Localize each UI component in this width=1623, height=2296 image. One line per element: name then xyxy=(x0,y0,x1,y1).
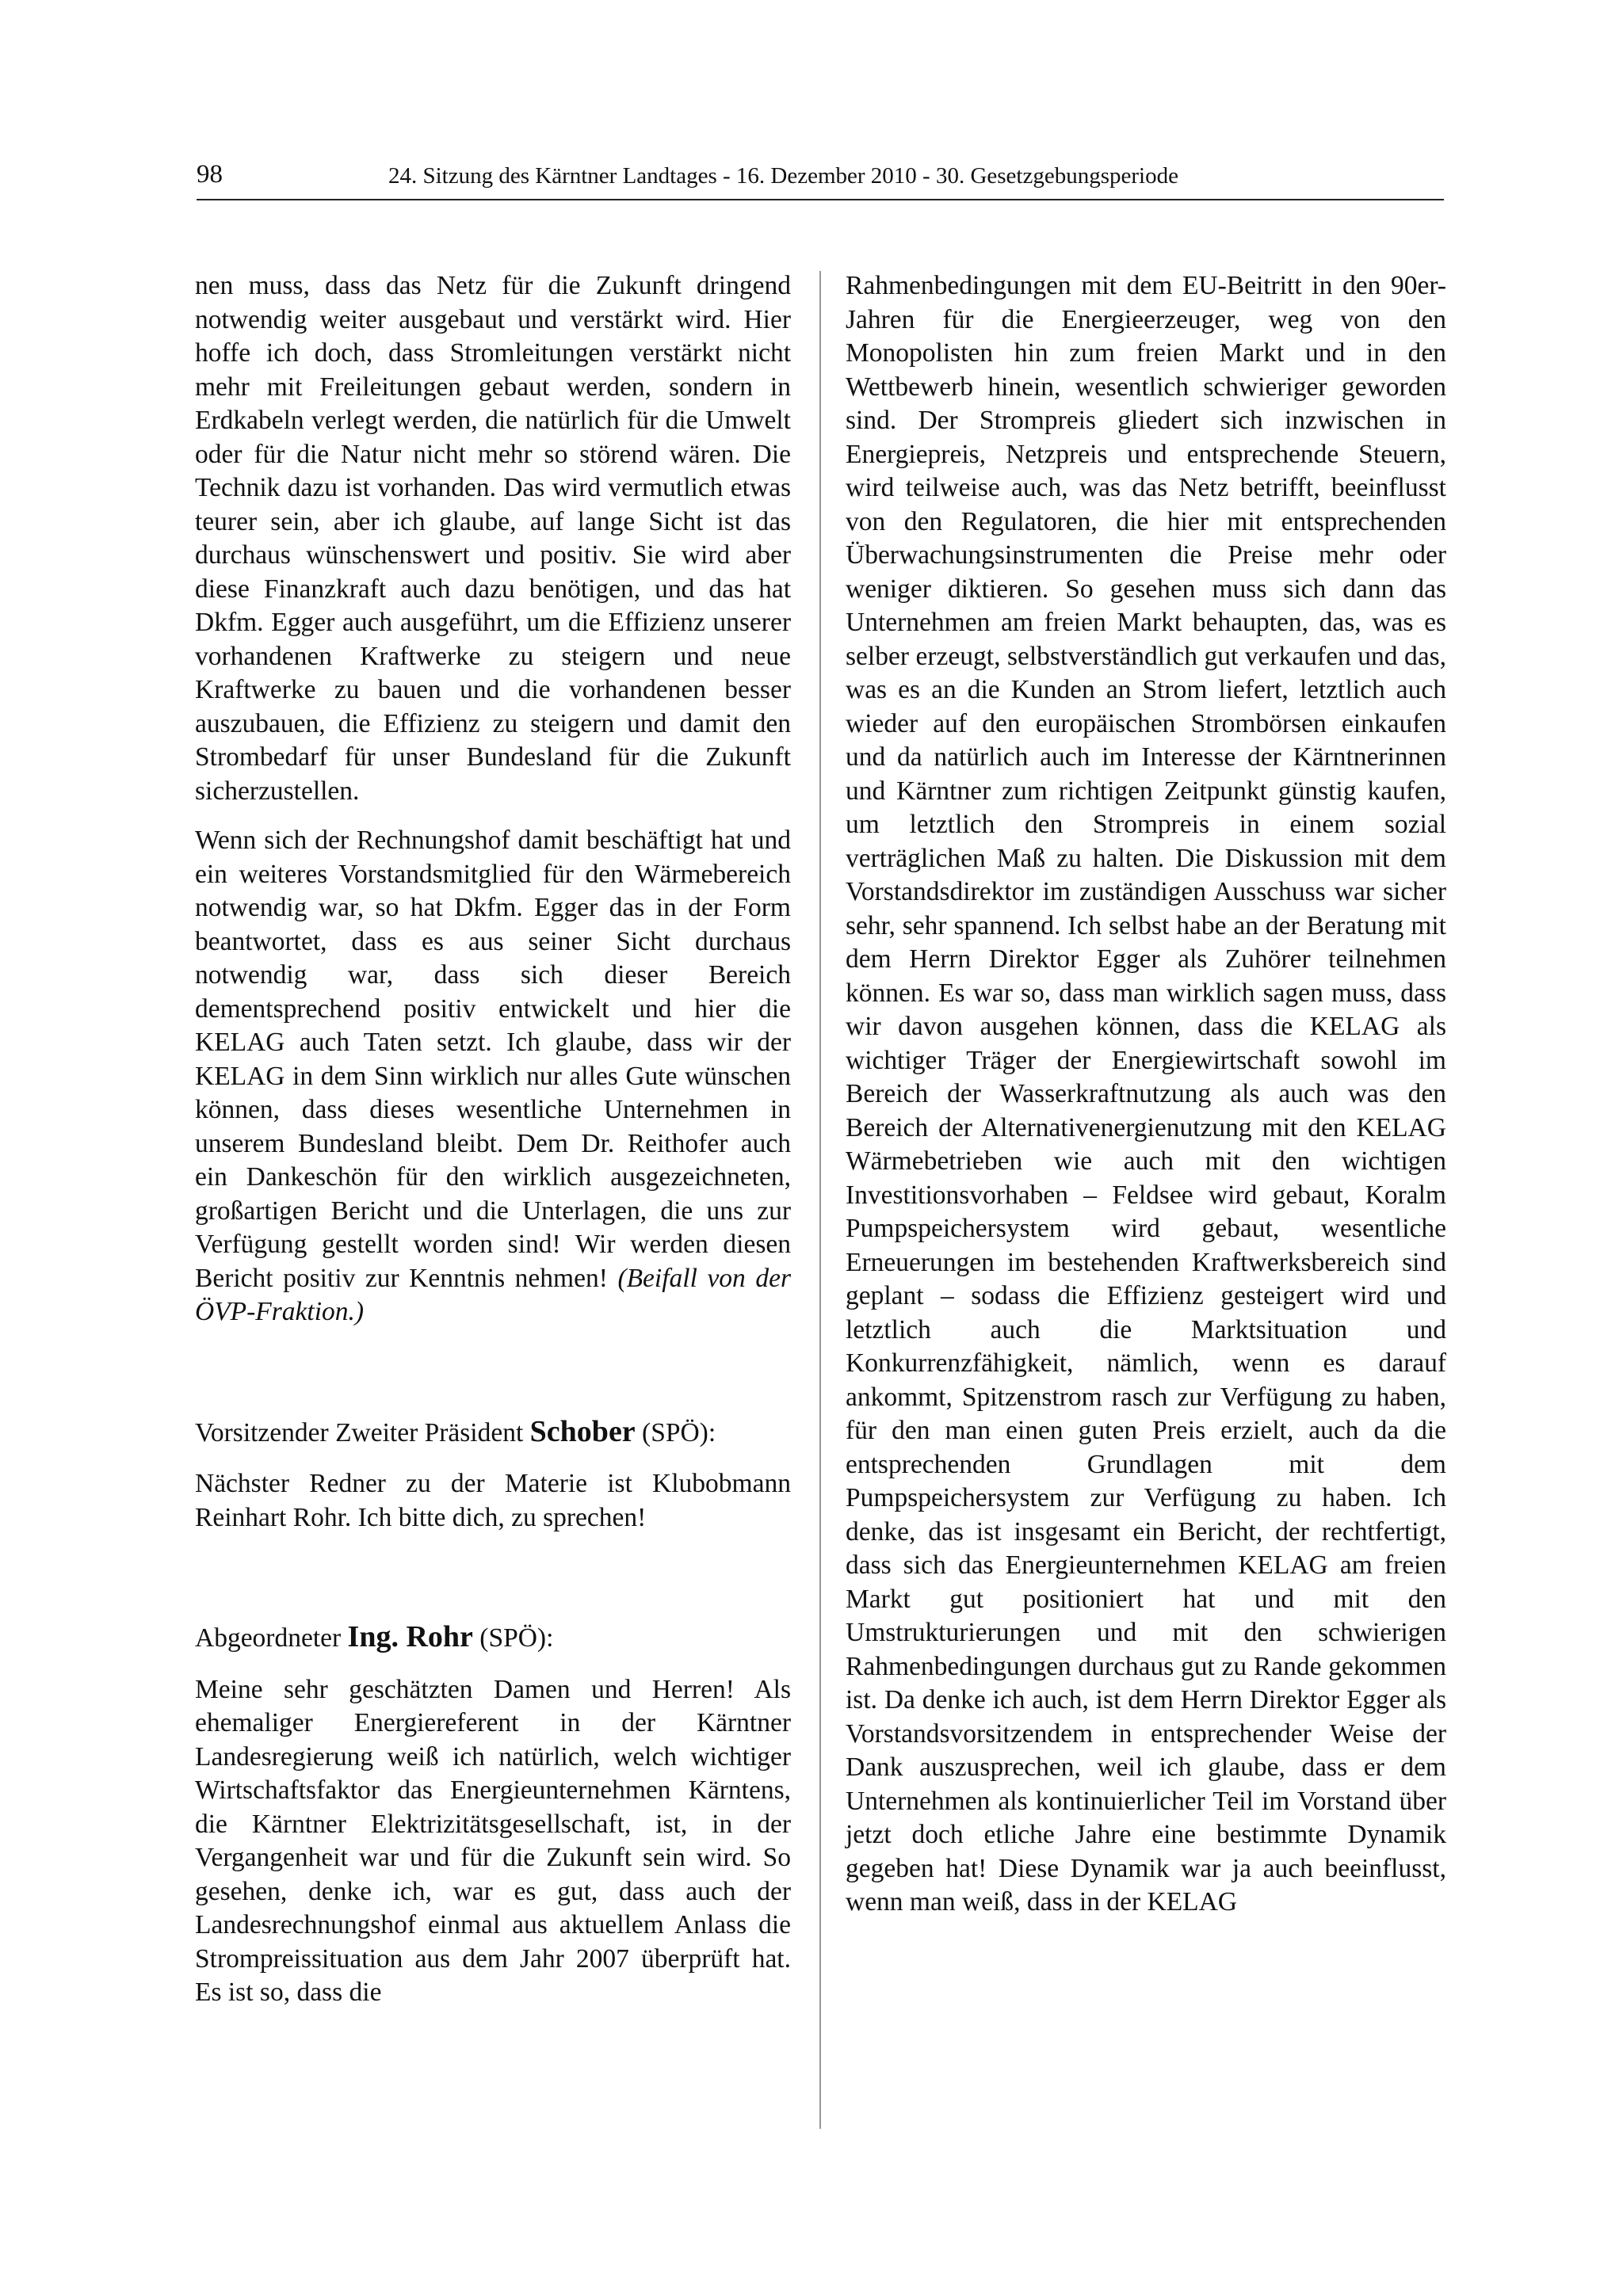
paragraph xyxy=(195,824,791,1329)
page-number: 98 xyxy=(197,160,223,189)
column-divider xyxy=(819,271,821,2129)
speech-text: Meine sehr geschätzten Damen und Herren! Als ehemaliger Energiereferent in der Kärntner Landesregierung weiß ich natürlich, welch wichtiger Wirtschaftsfaktor das Energieunternehmen Kärntens, die Kärntner Elektrizitätsgesellschaft, ist, in der Vergangenheit war und für die Zukunft sein wird. So gesehen, denke ich, war es gut, dass auch der Landesrechnungshof einmal aus aktuellem Anlass die Strompreissituation aus dem Jahr 2007 überprüft hat. Es ist so, dass die xyxy=(195,1674,791,2007)
speaker-block-schober xyxy=(195,1415,791,1535)
speaker-name: Schober xyxy=(529,1414,636,1448)
speaker-role: Abgeordneter xyxy=(195,1623,348,1653)
speaker-block-rohr xyxy=(195,1620,791,2010)
paragraph: nen muss, dass das Netz für die Zukunft dringend notwendig weiter ausgebaut und verstärkt wird. Hier hoffe ich doch, dass Stromleitungen verstärkt nicht mehr mit Freileitungen gebaut werden, sondern in Erdkabeln verlegt werden, die natürlich für die Umwelt oder für die Natur nicht mehr so störend wären. Die Technik dazu ist vorhanden. Das wird vermutlich etwas teurer sein, aber ich glaube, auf lange Sicht ist das durchaus wünschenswert und positiv. Sie wird aber diese Finanzkraft auch dazu benötigen, und das hat Dkfm. Egger auch ausgeführt, um die Effizienz unserer vorhandenen Kraftwerke zu steigern und neue Kraftwerke zu bauen und die vorhandenen besser auszubauen, die Effizienz zu steigern und damit den Strombedarf für unser Bundesland für die Zukunft sicherzustellen. xyxy=(195,271,791,806)
speaker-name: Ing. Rohr xyxy=(347,1620,473,1653)
applause-note: (Beifall von der ÖVP-Fraktion.) xyxy=(195,1263,791,1326)
left-column xyxy=(195,269,791,2010)
speaker-line xyxy=(195,1415,791,1451)
right-column xyxy=(846,269,1446,1920)
speech-text: Nächster Redner zu der Materie ist Klubobmann Reinhart Rohr. Ich bitte dich, zu sprechen! xyxy=(195,1469,791,1532)
header-rule xyxy=(197,199,1444,200)
speaker-role: Vorsitzender Zweiter Präsident xyxy=(195,1417,530,1447)
speaker-line xyxy=(195,1620,791,1656)
speaker-party: (SPÖ): xyxy=(472,1623,554,1653)
paragraph: Rahmenbedingungen mit dem EU-Beitritt in den 90er-Jahren für die Energieerzeuger, weg von den Monopolisten hin zum freien Markt und in den Wettbewerb hinein, wesentlich schwieriger geworden sind. Der Strompreis gliedert sich inzwischen in Energiepreis, Netzpreis und entsprechende Steuern, wird teilweise auch, was das Netz betrifft, beeinflusst von den Regulatoren, die hier mit entsprechenden Überwachungsinstrumenten die Preise mehr oder weniger diktieren. So gesehen muss sich dann das Unternehmen am freien Markt behaupten, das, was es selber erzeugt, selbstverständlich gut verkaufen und das, was es an die Kunden an Strom liefert, letztlich auch wieder auf den europäischen Strombörsen einkaufen und da natürlich auch im Interesse der Kärntnerinnen und Kärntner zum richtigen Zeitpunkt günstig kaufen, um letztlich den Strompreis in einem sozial verträglichen Maß zu halten. Die Diskussion mit dem Vorstandsdirektor im zuständigen Ausschuss war sicher sehr, sehr spannend. Ich selbst habe an der Beratung mit dem Herrn Direktor Egger als Zuhörer teilnehmen können. Es war so, dass man wirklich sagen muss, dass wir davon ausgehen können, dass die KELAG als wichtiger Träger der Energiewirtschaft sowohl im Bereich der Wasserkraftnutzung als auch was den Bereich der Alternativenergienutzung mit den KELAG Wärmebetrieben wie auch mit den wichtigen Investitionsvorhaben – Feldsee wird gebaut, Koralm Pumpspeichersystem wird gebaut, wesentliche Erneuerungen im bestehenden Kraftwerksbereich sind geplant – sodass die Effizienz gesteigert wird und letztlich auch die Marktsituation und Konkurrenzfähigkeit, nämlich, wenn es darauf ankommt, Spitzenstrom rasch zur Verfügung zu haben, für den man einen guten Preis erzielt, auch da die entsprechenden Grundlagen mit dem Pumpspeichersystem zur Verfügung zu haben. Ich denke, das ist insgesamt ein Bericht, der rechtfertigt, dass sich das Energieunternehmen KELAG am freien Markt gut positioniert hat und mit den Umstrukturierungen und mit den schwierigen Rahmenbedingungen durchaus gut zu Rande gekommen ist. Da denke ich auch, ist dem Herrn Direktor Egger als Vorstandsvorsitzendem in entsprechender Weise der Dank auszusprechen, weil ich glaube, dass er dem Unternehmen als kontinuierlicher Teil im Vorstand über jetzt doch etliche Jahre eine bestimmte Dynamik gegeben hat! Diese Dynamik war ja auch beeinflusst, wenn man weiß, dass in der KELAG xyxy=(846,271,1446,1917)
paragraph-text: Wenn sich der Rechnungshof damit beschäftigt hat und ein weiteres Vorstandsmitglied für den Wärmebereich notwendig war, so hat Dkfm. Egger das in der Form beantwortet, dass es aus seiner Sicht durchaus notwendig war, dass sich dieser Bereich dementsprechend positiv entwickelt und hier die KELAG auch Taten setzt. Ich glaube, dass wir der KELAG in dem Sinn wirklich nur alles Gute wünschen können, dass dieses wesentliche Unternehmen in unserem Bundesland bleibt. Dem Dr. Reithofer auch ein Dankeschön für den wirklich ausgezeichneten, großartigen Bericht und die Unterlagen, die uns zur Verfügung gestellt worden sind! Wir werden diesen Bericht positiv zur Kenntnis nehmen! xyxy=(195,826,791,1293)
running-header: 24. Sitzung des Kärntner Landtages - 16. Dezember 2010 - 30. Gesetzgebungsperiode xyxy=(388,163,1178,189)
speaker-party: (SPÖ): xyxy=(635,1417,716,1447)
